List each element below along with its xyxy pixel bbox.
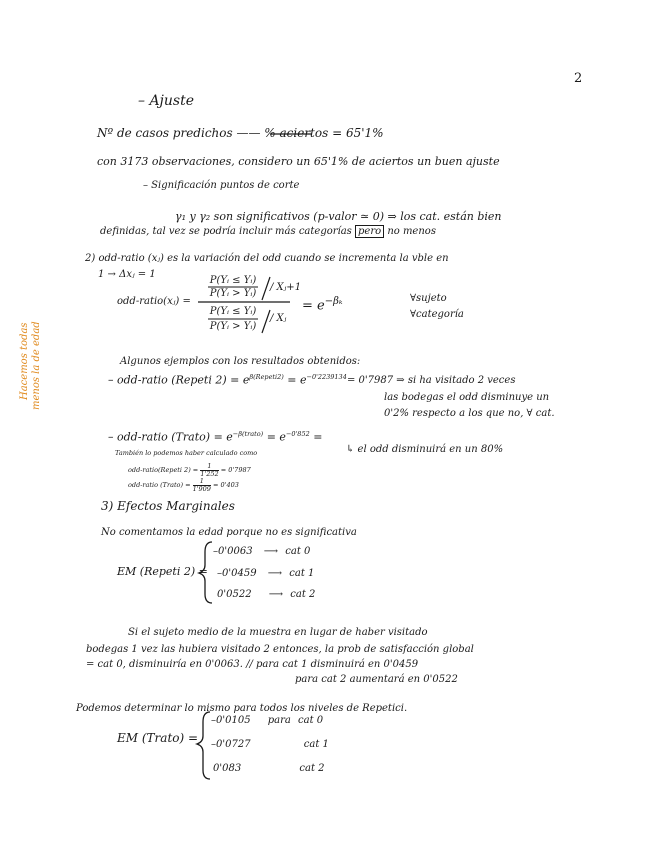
formula-den-top: P(Yᵢ ≤ Yᵢ) bbox=[209, 306, 257, 317]
example1-mid: = e bbox=[287, 373, 307, 387]
odd-definition-a: 2) odd-ratio (xⱼ) es la variación del odd cuando se incrementa la vble en bbox=[85, 253, 449, 264]
example1-cont2: 0'2% respecto a los que no, ∀ cat. bbox=[384, 408, 555, 419]
gamma-line-b-text: definidas, tal vez se podría incluir más categorías bbox=[100, 226, 352, 237]
em-repeti-cat: cat 2 bbox=[290, 589, 316, 600]
marginal-note: No comentamos la edad porque no es significativa bbox=[101, 527, 357, 538]
em-trato-mid: para bbox=[267, 715, 291, 726]
example2-result: ↳ el odd disminuirá en un 80% bbox=[346, 444, 504, 455]
em-repeti-arrow: ⟶ bbox=[263, 546, 279, 557]
formula-note-subject: ∀sujeto bbox=[410, 293, 447, 304]
formula-rhs bbox=[302, 297, 343, 312]
em-trato-lhs: EM (Trato) = bbox=[117, 731, 199, 745]
also-calc1-frac bbox=[200, 463, 218, 477]
page-number: 2 bbox=[574, 71, 583, 86]
em-repeti-arrow: ⟶ bbox=[268, 589, 284, 600]
em-trato-row bbox=[211, 716, 323, 726]
em-repeti-row bbox=[213, 547, 310, 557]
em-repeti-row bbox=[217, 569, 314, 579]
em-trato-val: –0'0105 bbox=[211, 715, 251, 726]
example2-lhs-text: – odd-ratio (Trato) = e bbox=[108, 430, 233, 444]
example2-exp1: −β(trato) bbox=[232, 430, 264, 438]
em-repeti-cat: cat 1 bbox=[289, 568, 315, 579]
also-calc1-num: 1 bbox=[200, 463, 218, 471]
formula-rhs-base: = e bbox=[302, 298, 325, 314]
example1-cont1: las bodegas el odd disminuye un bbox=[384, 392, 550, 403]
side-note-line1: Hacemos todas bbox=[19, 322, 30, 400]
em-trato-val: 0'083 bbox=[213, 763, 242, 774]
em-trato-val: –0'0727 bbox=[211, 739, 251, 750]
example2-lhs bbox=[108, 431, 322, 443]
em-repeti-val: 0'0522 bbox=[217, 589, 252, 600]
example1-exp2: −0'2239134 bbox=[306, 373, 347, 381]
also-calc2-den: 1'909 bbox=[192, 484, 211, 493]
em-repeti-cat: cat 0 bbox=[285, 546, 311, 557]
examples-intro: Algunos ejemplos con los resultados obtenidos: bbox=[120, 356, 361, 367]
interp-line2: bodegas 1 vez las hubiera visitado 2 entonces, la prob de satisfacción global bbox=[86, 644, 474, 655]
also-calc2-result: = 0'403 bbox=[213, 481, 239, 489]
em-repeti-val: –0'0459 bbox=[217, 568, 257, 579]
also-calc1-den: 1'252 bbox=[200, 469, 219, 478]
em-trato-cat: cat 1 bbox=[303, 739, 329, 750]
example1-exp1: β(Repeti2) bbox=[249, 373, 284, 381]
example1-lhs-text: – odd-ratio (Repeti 2) = e bbox=[108, 373, 250, 387]
marginal-title: 3) Efectos Marginales bbox=[101, 499, 235, 513]
example2-rhs: = bbox=[313, 430, 323, 444]
example1-rhs: = 0'7987 ⇒ si ha visitado 2 veces bbox=[347, 375, 516, 386]
side-note-line2: menos la de edad bbox=[31, 321, 42, 410]
also-calc1 bbox=[128, 463, 251, 477]
interp-line4: para cat 2 aumentará en 0'0522 bbox=[295, 674, 458, 685]
example1-lhs bbox=[108, 374, 347, 386]
determine-note: Podemos determinar lo mismo para todos los niveles de Repetici. bbox=[76, 703, 408, 714]
gamma-line-b bbox=[100, 227, 436, 237]
em-repeti-row bbox=[217, 590, 315, 600]
pero-box: pero bbox=[355, 225, 384, 238]
interp-line3: = cat 0, disminuiría en 0'0063. // para cat 1 disminuirá en 0'0459 bbox=[86, 659, 419, 670]
accuracy-text: Nº de casos predichos —— % aciertos = 65'1% bbox=[97, 126, 384, 140]
em-trato-cat: cat 0 bbox=[298, 715, 324, 726]
formula-rhs-exponent: −βₖ bbox=[324, 296, 343, 307]
em-trato-row bbox=[211, 740, 329, 750]
also-calc2 bbox=[128, 478, 239, 492]
formula-num-top: P(Yᵢ ≤ Yᵢ) bbox=[209, 275, 257, 286]
em-trato-row bbox=[213, 764, 325, 774]
odd-definition-b: 1 → Δxⱼ = 1 bbox=[98, 269, 156, 280]
example2-mid: = e bbox=[266, 430, 286, 444]
formula-note-category: ∀categoría bbox=[410, 309, 464, 320]
subsection-title: – Significación puntos de corte bbox=[143, 180, 300, 191]
em-repeti-arrow: ⟶ bbox=[267, 568, 283, 579]
formula-den-sub: / Xⱼ bbox=[270, 313, 287, 324]
also-calc2-frac bbox=[193, 478, 211, 492]
section-title: – Ajuste bbox=[138, 93, 195, 109]
also-calc1-lhs: odd-ratio(Repeti 2) = bbox=[128, 466, 199, 474]
also-calc2-num: 1 bbox=[193, 478, 211, 486]
em-trato-cat: cat 2 bbox=[299, 763, 325, 774]
example2-exp2: −0'852 bbox=[285, 430, 310, 438]
also-calc2-lhs: odd-ratio (Trato) = bbox=[128, 481, 191, 489]
formula-num-sub: / Xⱼ+1 bbox=[270, 282, 302, 293]
also-calc1-result: = 0'7987 bbox=[220, 466, 251, 474]
also-note: También lo podemos haber calculado como bbox=[115, 449, 258, 457]
interp-line1: Si el sujeto medio de la muestra en lugar de haber visitado bbox=[128, 627, 428, 638]
formula-lhs: odd-ratio(xⱼ) = bbox=[117, 296, 191, 307]
em-repeti-lhs: EM (Repeti 2) = bbox=[117, 565, 208, 578]
gamma-line-a: γ₁ y γ₂ son significativos (p-valor ≃ 0) ⇒ los cat. están bien bbox=[175, 210, 502, 223]
em-repeti-val: –0'0063 bbox=[213, 546, 253, 557]
accuracy-line bbox=[97, 127, 384, 139]
formula-den-bottom: P(Yᵢ > Yᵢ) bbox=[209, 321, 257, 332]
gamma-line-b-end: no menos bbox=[387, 226, 436, 237]
observations-line: con 3173 observaciones, considero un 65'1% de aciertos un buen ajuste bbox=[97, 155, 500, 168]
formula-num-bottom: P(Yᵢ > Yᵢ) bbox=[209, 288, 257, 299]
